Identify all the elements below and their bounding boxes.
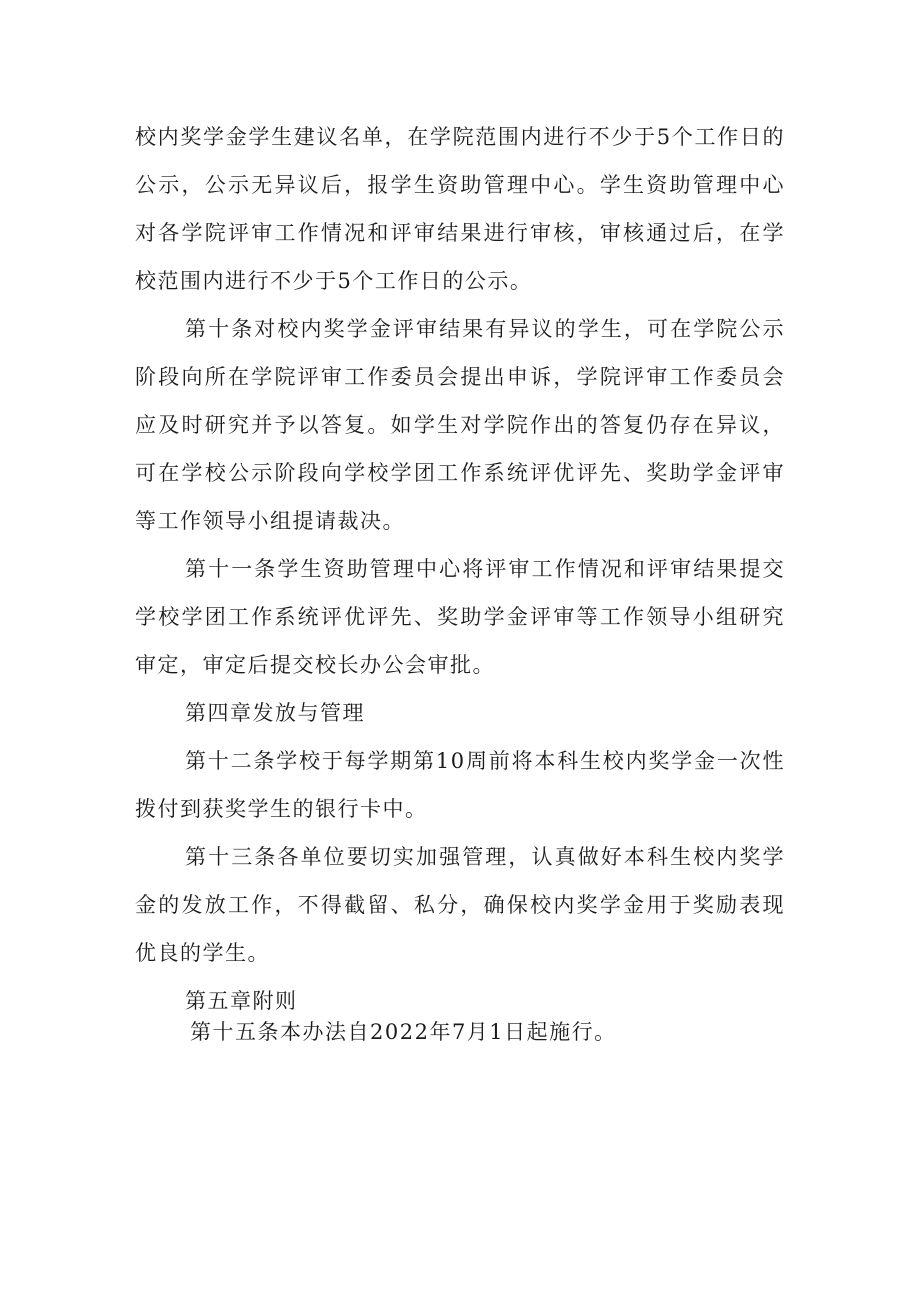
chapter-4-heading: 第四章发放与管理 — [185, 701, 365, 725]
article-13-paragraph: 第十三条各单位要切实加强管理，认真做好本科生校内奖学金的发放工作，不得截留、私分，确保校内奖学金用于奖励表现优良的学生。 — [135, 845, 785, 965]
article-15-paragraph: 第十五条本办法自2022年7月1日起施行。 — [190, 1020, 617, 1044]
article-12-paragraph: 第十二条学校于每学期第10周前将本科生校内奖学金一次性拨付到获奖学生的银行卡中。 — [135, 749, 785, 821]
article-10-paragraph: 第十条对校内奖学金评审结果有异议的学生，可在学院公示阶段向所在学院评审工作委员会提出申诉，学院评审工作委员会应及时研究并予以答复。如学生对学院作出的答复仍存在异议，可在学校公示阶段向学校学团工作系统评优评先、奖助学金评审等工作领导小组提请裁决。 — [135, 317, 785, 533]
article-11-paragraph: 第十一条学生资助管理中心将评审工作情况和评审结果提交学校学团工作系统评优评先、奖助学金评审等工作领导小组研究审定，审定后提交校长办公会审批。 — [135, 557, 785, 677]
paragraph-publicity: 校内奖学金学生建议名单，在学院范围内进行不少于5个工作日的公示，公示无异议后，报学生资助管理中心。学生资助管理中心对各学院评审工作情况和评审结果进行审核，审核通过后，在学校范围内进行不少于5个工作日的公示。 — [135, 125, 785, 293]
chapter-5-heading: 第五章附则 — [185, 989, 298, 1013]
